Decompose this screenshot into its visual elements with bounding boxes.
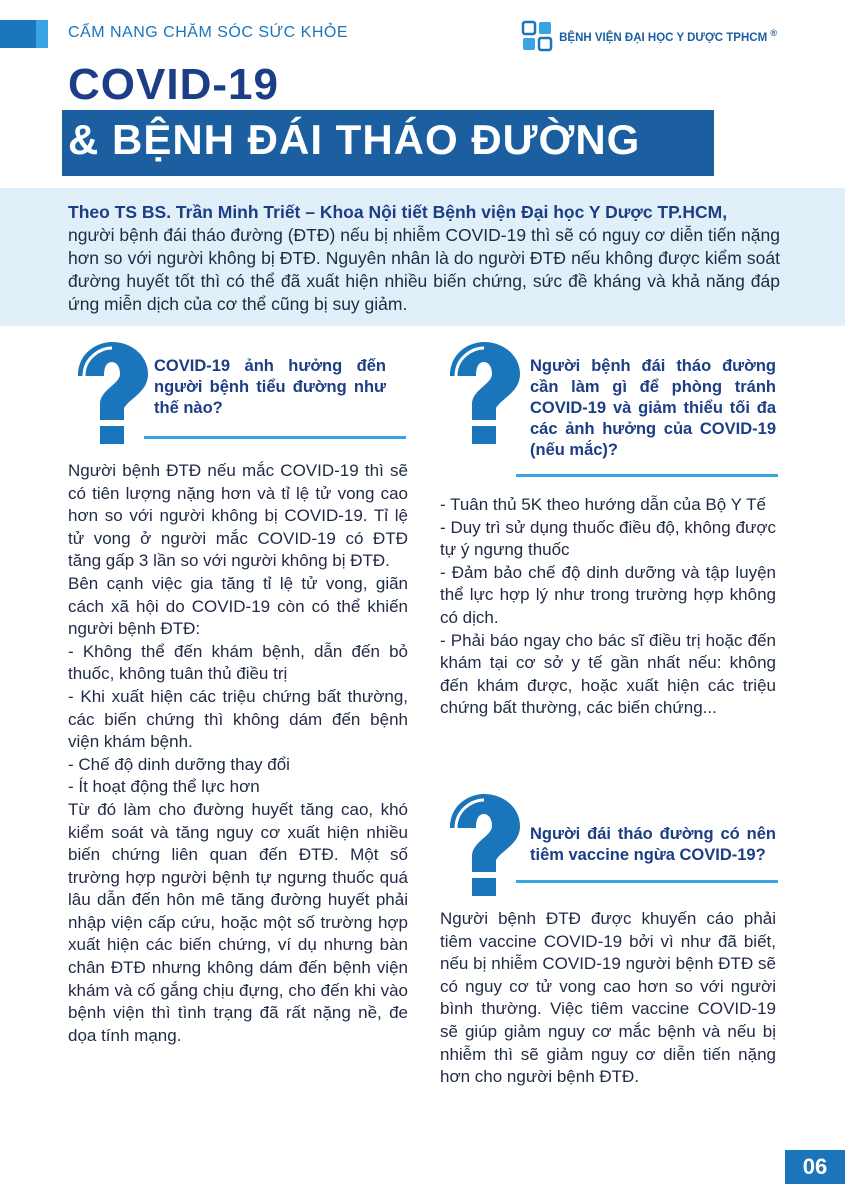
question-3-underline (516, 880, 778, 883)
question-1-title: COVID-19 ảnh hưởng đến người bệnh tiểu đường như thế nào? (154, 357, 386, 417)
section-1-body (68, 460, 408, 1047)
question-mark-icon (436, 790, 526, 900)
page-number: 06 (785, 1150, 845, 1184)
corner-tab-notch (36, 20, 48, 48)
handbook-title: CẨM NANG CHĂM SÓC SỨC KHỎE (68, 24, 349, 41)
question-2-title: Người bệnh đái tháo đường cần làm gì để phòng tránh COVID-19 và giảm thiểu tối đa các ảnh hưởng của COVID-19 (nếu mắc)? (530, 357, 776, 459)
section-1-paragraph: Bên cạnh việc gia tăng tỉ lệ tử vong, giãn cách xã hội do COVID-19 còn có thể khiến người bệnh ĐTĐ: (68, 573, 408, 639)
section-2-body (440, 494, 776, 720)
intro-text (68, 201, 780, 316)
hospital-name: BỆNH VIỆN ĐẠI HỌC Y DƯỢC TPHCM ® (559, 28, 777, 44)
section-2-paragraph: - Đảm bảo chế độ dinh dưỡng và tập luyện thể lực hợp lý như trong trường hợp không có dịch. (440, 562, 776, 627)
section-2-paragraph: - Duy trì sử dụng thuốc điều độ, không được tự ý ngưng thuốc (440, 517, 776, 560)
section-2-paragraph: - Tuân thủ 5K theo hướng dẫn của Bộ Y Tế (440, 495, 766, 514)
corner-tab (0, 20, 48, 48)
section-3-body (440, 908, 776, 1089)
question-mark-icon (436, 338, 526, 448)
section-1-paragraph: - Không thể đến khám bệnh, dẫn đến bỏ thuốc, không tuân thủ điều trị (68, 641, 408, 684)
question-mark-icon (64, 338, 154, 448)
question-2-underline (516, 474, 778, 477)
section-1-paragraph: - Chế độ dinh dưỡng thay đổi (68, 754, 290, 774)
intro-body: người bệnh đái tháo đường (ĐTĐ) nếu bị nhiễm COVID-19 thì sẽ có nguy cơ diễn tiến nặng hơn so với người không bị ĐTĐ. Nguyên nhân là do người ĐTĐ nếu không được kiểm soát đường huyết tốt thì có thể đã xuất hiện nhiều biến chứng, sức đề kháng và khả năng đáp ứng miễn dịch của cơ thể cũng bị suy giảm. (68, 225, 780, 314)
section-1-paragraph: - Ít hoạt động thể lực hơn (68, 777, 260, 797)
section-1-paragraph: Người bệnh ĐTĐ nếu mắc COVID-19 thì sẽ có tiên lượng nặng hơn và tỉ lệ tử vong cao hơn so với người không bị COVID-19. Tỉ lệ tử vong ở người mắc COVID-19 có ĐTĐ tăng gấp 3 lần so với người không bị ĐTĐ. (68, 461, 408, 571)
hospital-logo-icon (521, 20, 553, 52)
hospital-brand (521, 20, 777, 52)
registered-mark: ® (770, 28, 777, 39)
section-3-paragraph: Người bệnh ĐTĐ được khuyến cáo phải tiêm vaccine COVID-19 bởi vì như đã biết, nếu bị nhiễm COVID-19 người bệnh ĐTĐ sẽ có nguy cơ tử vong cao hơn so với người bình thường. Việc tiêm vaccine COVID-19 sẽ giúp giảm nguy cơ mắc bệnh và nếu bị nhiễm thì sẽ giảm nguy cơ diễn tiến nặng hơn cho người bệnh ĐTĐ. (440, 909, 776, 1087)
title-line-1: COVID-19 (68, 60, 279, 109)
question-1-underline (144, 436, 406, 439)
section-1-paragraph: - Khi xuất hiện các triệu chứng bất thường, các biến chứng thì không dám đến bệnh viện khám bệnh. (68, 686, 408, 752)
question-3-title: Người đái tháo đường có nên tiêm vaccine ngừa COVID-19? (530, 825, 776, 864)
section-1-paragraph: Từ đó làm cho đường huyết tăng cao, khó kiểm soát và tăng nguy cơ xuất hiện nhiều biến chứng liên quan đến ĐTĐ. Một số trường hợp người bệnh tự ngưng thuốc quá lâu dẫn đến hôn mê tăng đường huyết phải nhập viện cấp cứu, hoặc một số trường hợp xuất hiện các biến chứng, ví dụ nhưng bàn chân ĐTĐ nhưng không dám đến bệnh viện khám và cố gắng chịu đựng, cho đến khi vào bệnh viện thì tình trạng đã rất nặng nề, đe dọa tính mạng. (68, 799, 408, 1045)
section-2-paragraph: - Phải báo ngay cho bác sĩ điều trị hoặc đến khám tại cơ sở y tế gần nhất nếu: không đến khám được, hoặc xuất hiện các triệu chứng bất thường, các biến chứng... (440, 630, 776, 718)
intro-author: Theo TS BS. Trần Minh Triết – Khoa Nội tiết Bệnh viện Đại học Y Dược TP.HCM, (68, 202, 728, 222)
title-line-2: & BỆNH ĐÁI THÁO ĐƯỜNG (68, 116, 641, 163)
